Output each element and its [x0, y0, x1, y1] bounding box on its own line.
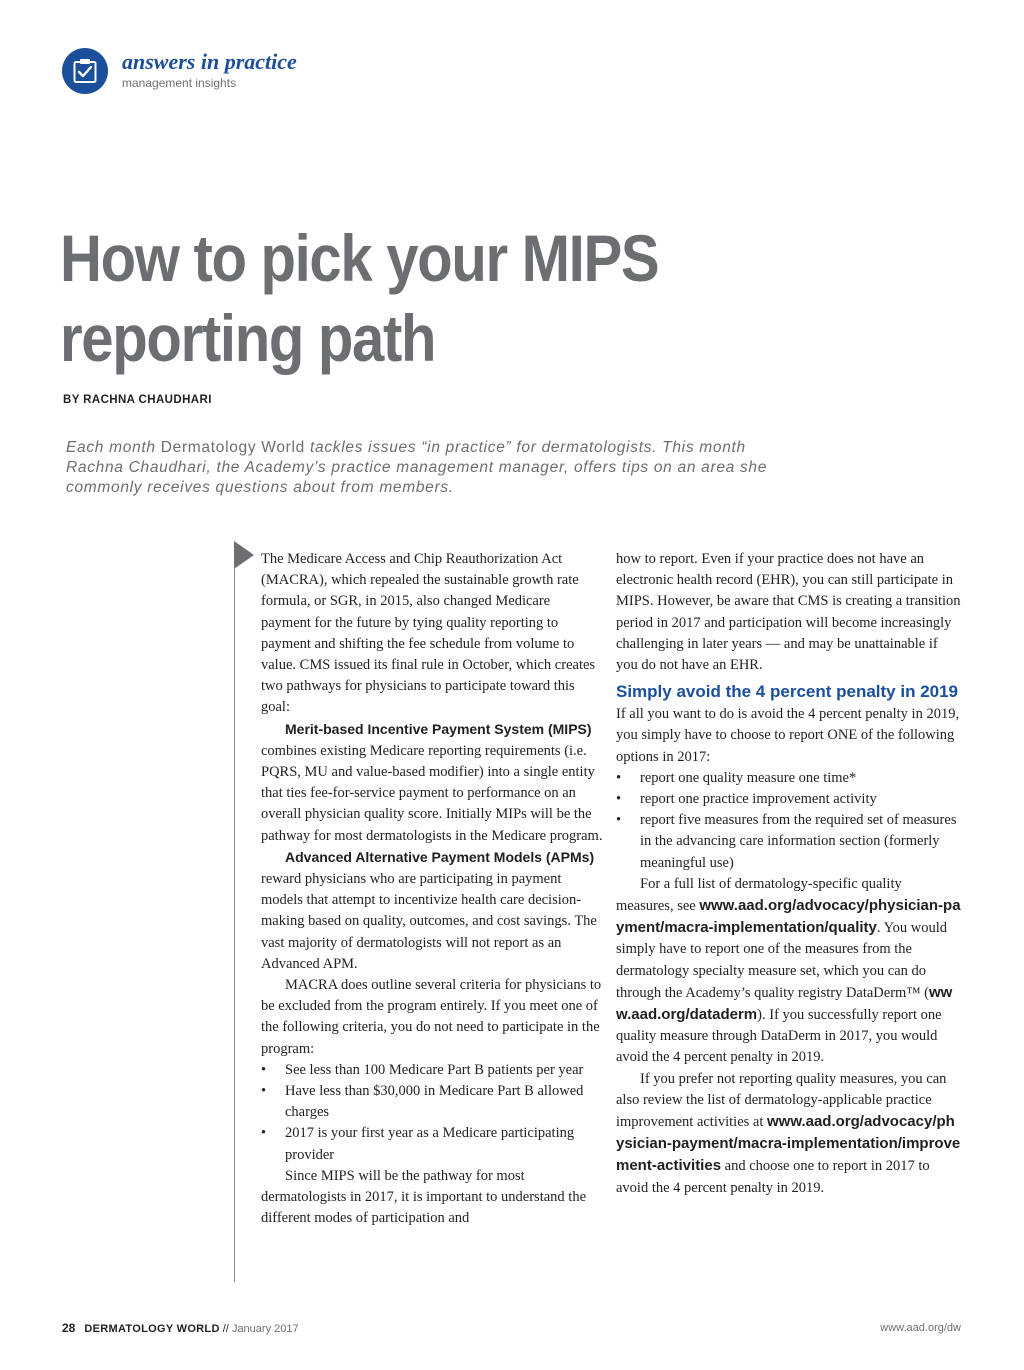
paragraph: how to report. Even if your practice does not have an electronic health record (EHR), you can still participate in MIPS. However, be aware that CMS is creating a transition period in 2017 and participation will become increasingly challenging in later years — and may be unattainable if you do not have an EHR. [616, 551, 961, 674]
list-item-text: report five measures from the required set of measures in the advancing care information section (formerly meaningful use) [640, 812, 957, 871]
paragraph: The Medicare Access and Chip Reauthorization Act (MACRA), which repealed the sustainable growth rate formula, or SGR, in 2015, also changed Medicare payment for the future by tying quality reporting to payment and shifting the fee schedule from volume to value. CMS issued its final rule in October, which creates two pathways for physicians to participate toward this goal: [261, 551, 596, 716]
paragraph-text: combines existing Medicare reporting requirements (i.e. PQRS, MU and value-based modifier) into a single entity that ties fee-for-service payment to performance on an overall physician quality score. Initially MIPs will be the pathway for most dermatologists in the Medicare program. [261, 742, 603, 844]
page-number: 28 [62, 1321, 76, 1335]
paragraph [261, 847, 603, 975]
page-footer [62, 1321, 299, 1335]
paragraph-text: reward physicians who are participating in payment models that attempt to incentivize health care decision-making based on quality, outcomes, and cost savings. The vast majority of dermatologists will not report as an Advanced APM. [261, 871, 597, 972]
paragraph-text: For a full list of dermatology-specific quality measures, see [616, 875, 902, 915]
paragraph: If all you want to do is avoid the 4 percent penalty in 2019, you simply have to choose to report ONE of the following options in 2017: [616, 706, 960, 765]
list-item-text: 2017 is your first year as a Medicare participating provider [285, 1125, 575, 1163]
subheading: Simply avoid the 4 percent penalty in 2019 [616, 682, 959, 702]
article-column-2 [616, 549, 961, 1199]
list-item-text: Have less than $30,000 in Medicare Part B allowed charges [285, 1083, 584, 1121]
list-item [261, 1081, 603, 1123]
section-subtitle: management insights [122, 76, 237, 90]
dataderm-link[interactable]: www.aad.org/dataderm [616, 983, 953, 1024]
article-headline: How to pick your MIPS reporting path [60, 221, 659, 375]
paragraph-text: . You would simply have to report one of the measures from the dermatology specialty measure set, which you can do through the Academy’s quality registry DataDerm™ ( [616, 920, 948, 1001]
paragraph [616, 874, 961, 1069]
list-item [616, 768, 961, 789]
article-intro [66, 438, 786, 498]
list-item-text: report one practice improvement activity [640, 791, 877, 808]
footer-separator: // [222, 1323, 229, 1335]
paragraph: Since MIPS will be the pathway for most dermatologists in 2017, it is important to understand the different modes of participation and [261, 1167, 587, 1227]
list-item [616, 810, 961, 874]
section-title: answers in practice [122, 49, 297, 74]
quality-measures-link[interactable]: www.aad.org/advocacy/physician-payment/macra-implementation/quality [616, 897, 961, 937]
paragraph-text: and choose one to report in 2017 to avoid the 4 percent penalty in 2019. [616, 1158, 930, 1196]
bullet-icon: • [261, 1083, 267, 1100]
list-item-text: report one quality measure one time* [640, 769, 857, 786]
issue-date: January 2017 [231, 1323, 299, 1335]
checklist-icon [62, 48, 108, 94]
bullet-icon: • [616, 791, 622, 808]
magazine-name: DERMATOLOGY WORLD [84, 1323, 220, 1335]
list-item [616, 789, 961, 810]
column-rule [234, 566, 235, 1282]
paragraph: MACRA does outline several criteria for physicians to be excluded from the program entirely. If you meet one of the following criteria, you do not need to participate in the program: [261, 977, 602, 1057]
intro-text-2: tackles issues “in practice” for dermatologists. This month Rachna Chaudhari, the Academy’s practice management manager, offers tips on an area she commonly receives questions about from members. [66, 439, 768, 496]
paragraph-text: ). If you successfully report one quality measure through DataDerm in 2017, you would avoid the 4 percent penalty in 2019. [616, 1007, 942, 1066]
bullet-icon: • [616, 769, 622, 786]
article-column-1 [261, 549, 603, 1230]
exclusion-criteria-list [261, 1060, 603, 1166]
article-byline: BY RACHNA CHAUDHARI [63, 394, 212, 406]
list-item-text: See less than 100 Medicare Part B patients per year [285, 1061, 584, 1078]
footer-url[interactable]: www.aad.org/dw [880, 1322, 961, 1334]
paragraph-text: If you prefer not reporting quality measures, you can also review the list of dermatology-applicable practice improvement activities at [616, 1070, 947, 1131]
paragraph [616, 1069, 961, 1199]
bullet-icon: • [261, 1061, 267, 1078]
intro-magazine-name: Dermatology World [160, 439, 306, 456]
triangle-marker-icon [234, 541, 254, 569]
term-mips: Merit-based Incentive Payment System (MIPS) [285, 720, 592, 737]
bullet-icon: • [261, 1125, 267, 1142]
bullet-icon: • [616, 812, 622, 829]
penalty-options-list [616, 768, 961, 874]
intro-text-1: Each month [66, 439, 161, 456]
improvement-activities-link[interactable]: www.aad.org/advocacy/physician-payment/macra-implementation/improvement-activities [616, 1113, 961, 1175]
list-item [261, 1060, 603, 1081]
section-header [62, 46, 462, 98]
paragraph [261, 719, 603, 847]
list-item [261, 1123, 603, 1165]
term-apms: Advanced Alternative Payment Models (APMs) [285, 848, 595, 865]
